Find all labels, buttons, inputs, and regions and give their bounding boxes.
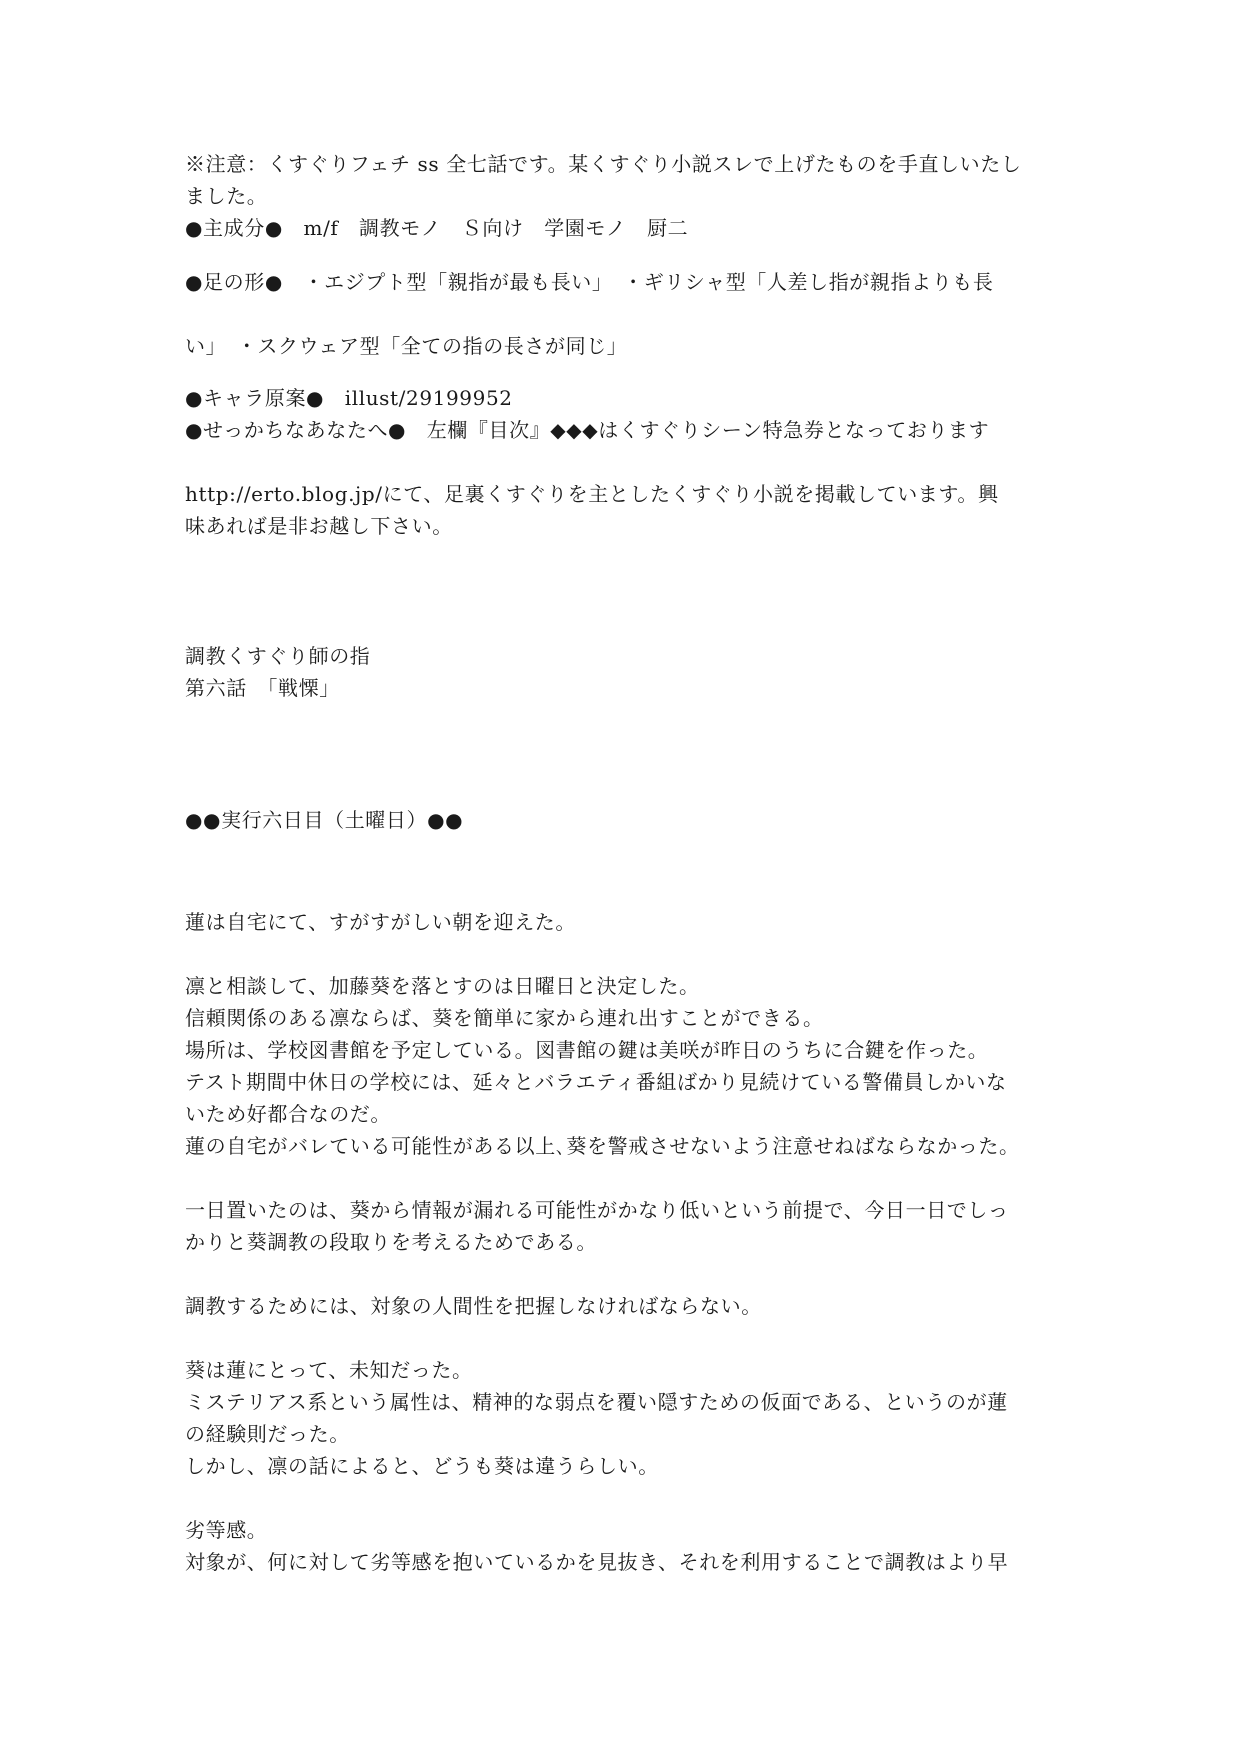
paragraph-line: の経験則だった。 (185, 1422, 350, 1446)
foot-types-line-1: ●足の形● ・エジプト型「親指が最も長い」 ・ギリシャ型「人差し指が親指よりも長 (185, 270, 994, 294)
paragraph-line: 蓮は自宅にて、すがすがしい朝を迎えた。 (185, 910, 576, 934)
foot-types-line-2: い」 ・スクウェア型「全ての指の長さが同じ」 (185, 334, 628, 358)
paragraph-line: かりと葵調教の段取りを考えるためである。 (185, 1230, 597, 1254)
paragraph-line: 調教するためには、対象の人間性を把握しなければならない。 (185, 1294, 762, 1318)
paragraph-line: ミステリアス系という属性は、精神的な弱点を覆い隠すための仮面である、というのが蓮 (185, 1390, 1008, 1414)
notice-line-2: ました。 (185, 184, 268, 208)
shortcut-line: ●せっかちなあなたへ● 左欄『目次』◆◆◆はくすぐりシーン特急券となっております (185, 418, 990, 442)
components-line: ●主成分● m/f 調教モノ Ｓ向け 学園モノ 厨二 (185, 216, 689, 240)
paragraph-line: テスト期間中休日の学校には、延々とバラエティ番組ばかり見続けている警備員しかいな (185, 1070, 1007, 1094)
section-heading: ●●実行六日目（土曜日）●● (185, 808, 464, 832)
episode-title: 第六話 「戦慄」 (185, 676, 340, 700)
series-title: 調教くすぐり師の指 (185, 644, 371, 668)
paragraph-line: 葵は蓮にとって、未知だった。 (185, 1358, 473, 1382)
blog-line-2: 味あれば是非お越し下さい。 (185, 514, 453, 538)
paragraph-line: 信頼関係のある凛ならば、葵を簡単に家から連れ出すことができる。 (185, 1006, 824, 1030)
paragraph-line: 蓮の自宅がバレている可能性がある以上､葵を警戒させないよう注意せねばならなかった。 (185, 1134, 1020, 1158)
paragraph-line: しかし、凛の話によると、どうも葵は違うらしい。 (185, 1454, 659, 1478)
paragraph-line: 場所は、学校図書館を予定している。図書館の鍵は美咲が昨日のうちに合鍵を作った。 (185, 1038, 989, 1062)
paragraph-line: いため好都合なのだ。 (185, 1102, 391, 1126)
paragraph-line: 対象が、何に対して劣等感を抱いているかを見抜き、それを利用することで調教はより早 (185, 1550, 1009, 1574)
paragraph-line: 一日置いたのは、葵から情報が漏れる可能性がかなり低いという前提で、今日一日でしっ (185, 1198, 1009, 1222)
paragraph-line: 劣等感。 (185, 1518, 268, 1542)
character-design-line: ●キャラ原案● illust/29199952 (185, 386, 513, 410)
paragraph-line: 凛と相談して、加藤葵を落とすのは日曜日と決定した。 (185, 974, 700, 998)
blog-line-1: http://erto.blog.jp/にて、足裏くすぐりを主としたくすぐり小説を掲載しています。興 (185, 482, 999, 506)
notice-line-1: ※注意：くすぐりフェチ ss 全七話です。某くすぐり小説スレで上げたものを手直しいたし (185, 152, 1022, 176)
